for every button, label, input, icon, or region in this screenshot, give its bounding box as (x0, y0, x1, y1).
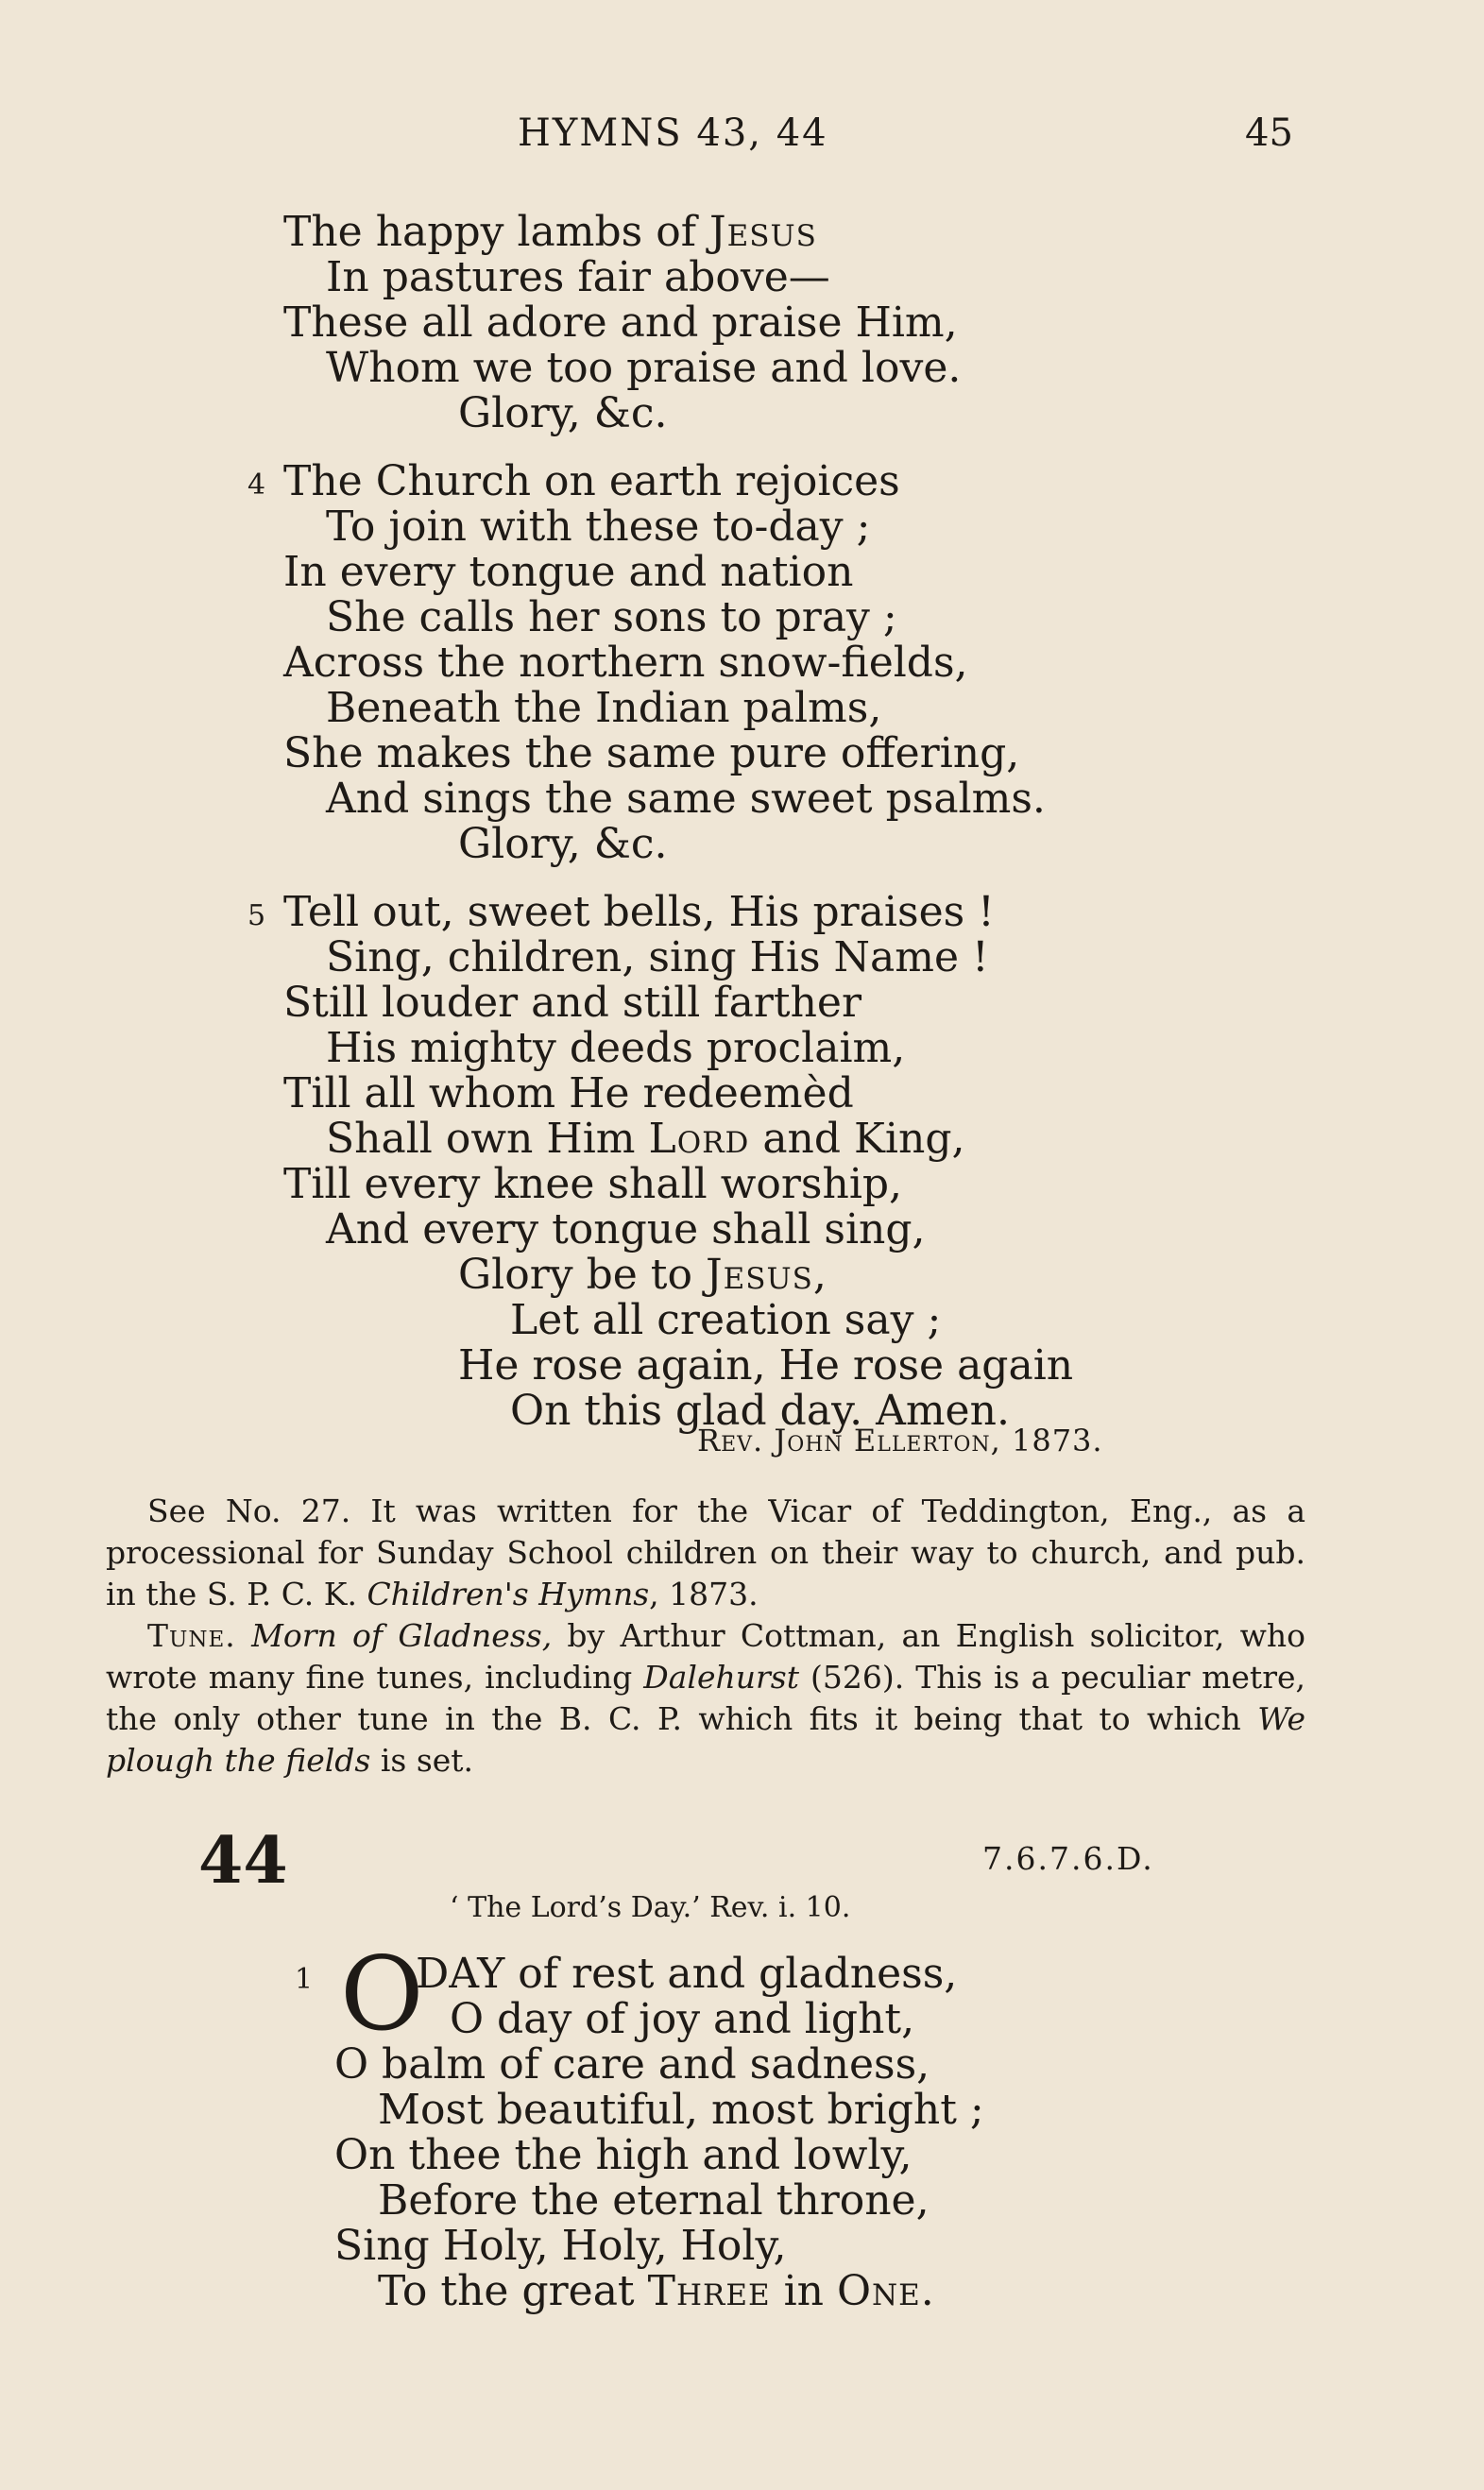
verse-line: The Church on earth rejoices (283, 457, 900, 505)
running-head: HYMNS 43, 44 (518, 111, 828, 155)
historical-note: See No. 27. It was written for the Vicar of Teddington, Eng., as a processional for Sunday School children on their way to church, and pub. in the S. P. C. K. Children's Hymns, 1873. (106, 1492, 1305, 1612)
verse-line: Across the northern snow-fields, (283, 639, 968, 687)
verse-line: His mighty deeds proclaim, (326, 1024, 906, 1072)
verse-line: Till every knee shall worship, (283, 1160, 903, 1208)
verse-line: Before the eternal throne, (378, 2176, 930, 2225)
author-attribution: Rev. John Ellerton, 1873. (697, 1423, 1103, 1458)
drop-cap: O (340, 1936, 424, 2054)
verse-number: 4 (247, 469, 266, 502)
verse-line: To join with these to-day ; (326, 503, 871, 551)
refrain-line: Glory, &c. (458, 389, 668, 437)
verse-line: Whom we too praise and love. (326, 344, 962, 392)
verse-line: Sing Holy, Holy, Holy, (334, 2222, 787, 2270)
verse-line: Let all creation say ; (510, 1296, 942, 1344)
verse-line: He rose again, He rose again (458, 1341, 1074, 1390)
verse-line: On this glad day. Amen. (510, 1387, 1010, 1435)
verse-line: DAY of rest and gladness, (416, 1950, 958, 1998)
tune-note: Tune. Morn of Gladness, by Arthur Cottman, an English solicitor, who wrote many fine tunes, including Dalehurst (526). This is a peculiar metre, the only other tune in the B. C. P. which fits it being that to which We plough the fields is set. (106, 1617, 1305, 1779)
verse-line: She calls her sons to pray ; (326, 593, 897, 641)
verse-line: These all adore and praise Him, (283, 298, 958, 347)
verse-line: Most beautiful, most bright ; (378, 2086, 984, 2134)
verse-line: Beneath the Indian palms, (326, 684, 882, 732)
verse-line: The happy lambs of Jesus (283, 208, 817, 256)
verse-line: In every tongue and nation (283, 548, 854, 596)
verse-line: To the great Three in One. (378, 2267, 934, 2315)
verse-line: Sing, children, sing His Name ! (326, 933, 989, 981)
hymn-number: 44 (198, 1823, 288, 1899)
verse-line: And sings the same sweet psalms. (326, 775, 1046, 823)
verse-line: And every tongue shall sing, (326, 1205, 926, 1254)
verse-line: O balm of care and sadness, (334, 2040, 930, 2089)
verse-number: 5 (247, 899, 266, 932)
verse-number: 1 (295, 1963, 314, 1996)
scripture-reference: ‘ The Lord’s Day.’ Rev. i. 10. (450, 1891, 851, 1924)
verse-line: Tell out, sweet bells, His praises ! (283, 888, 995, 936)
verse-line: Till all whom He redeemèd (283, 1069, 854, 1117)
hymn-metre: 7.6.7.6.D. (982, 1840, 1154, 1877)
refrain-line: Glory, &c. (458, 820, 668, 868)
verse-line: O day of joy and light, (450, 1995, 915, 2043)
verse-line: Glory be to Jesus, (458, 1251, 827, 1299)
verse-line: In pastures fair above— (326, 253, 830, 301)
verse-line: On thee the high and lowly, (334, 2131, 913, 2179)
verse-line: She makes the same pure offering, (283, 729, 1020, 777)
verse-line: Still louder and still farther (283, 979, 861, 1027)
page-number: 45 (1245, 111, 1293, 155)
verse-line: Shall own Him Lord and King, (326, 1115, 965, 1163)
